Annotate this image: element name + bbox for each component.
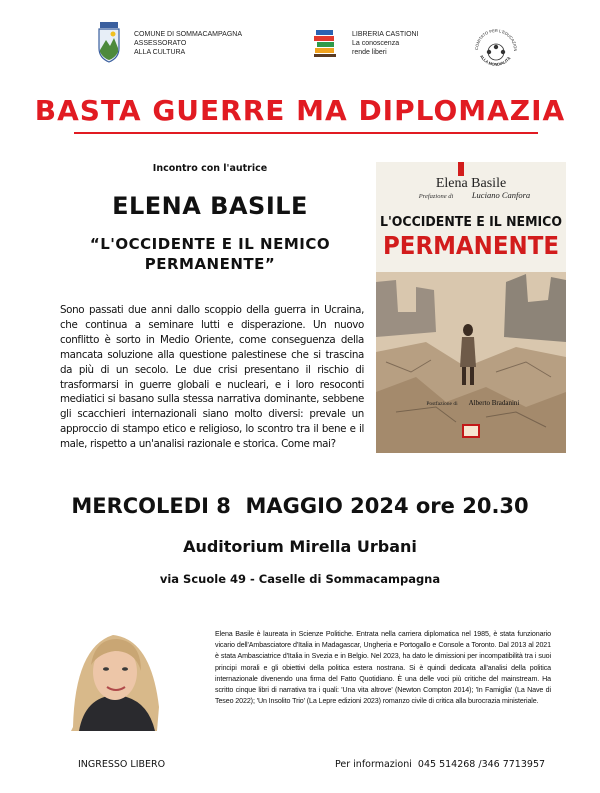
cover-postface-name: Alberto Bradanini xyxy=(468,399,520,407)
free-entry: INGRESSO LIBERO xyxy=(78,759,166,770)
event-date: MERCOLEDI 8 MAGGIO 2024 ore 20.30 xyxy=(71,494,529,518)
book-title-line1: “L'OCCIDENTE E IL NEMICO xyxy=(89,235,331,253)
cover-postface-label: Postfazione di xyxy=(426,401,458,407)
cover-title-line1: L'OCCIDENTE E IL NEMICO xyxy=(380,214,562,230)
comitato-bottom-text: ALLA MONDIALITÀ xyxy=(479,53,512,67)
intro-text: Incontro con l'autrice xyxy=(152,163,268,174)
main-title: BASTA GUERRE MA DIPLOMAZIA xyxy=(34,94,566,127)
cover-preface-label: Prefazione di xyxy=(418,193,454,200)
cover-title-line2: PERMANENTE xyxy=(383,231,559,260)
title-underline xyxy=(74,132,538,134)
author-bio: Elena Basile è laureata in Scienze Politiche. Entrata nella carriera diplomatica nel 1985, è stata funzionario vicario dell'Ambasciatore d'Italia in Madagascar, Ungheria e Portogallo e Console a Toronto. Dal 2013 al 2021 è stata Ambasciatrice d'Italia in Svezia e in Belgio. Nel 2023, ha dato le dimissioni per incompatibilità tra i suoi principi morali e gli obiettivi della politica estera nostrana. Si è quindi dedicata all'analisi della politica internazionale divenendo una firma del Fatto Quotidiano. È una delle voci più critiche del mainstream. Ha scritto cinque libri di narrativa tra i quali: 'Una vita altrove' (Newton Compton 2014); 'In Famiglia' (La Nave di Teseo 2022); 'Un Insolito Trio' (La Lepre edizioni 2023) romanzo civile di critica alla burocrazia ministeriale. xyxy=(215,630,551,706)
author-name: ELENA BASILE xyxy=(112,192,308,220)
cover-preface-name: Luciano Canfora xyxy=(471,190,531,200)
libreria-books-logo xyxy=(313,28,337,58)
comitato-logo xyxy=(470,22,522,74)
comitato-top-text: COMITATO PER L'EDUCAZION xyxy=(473,27,519,52)
contact-info: Per informazioni 045 514268 /346 7713957 xyxy=(335,759,546,770)
libreria-text: LIBRERIA CASTIONI La conoscenza rende liberi xyxy=(352,31,419,56)
book-title xyxy=(60,234,360,274)
event-description: Sono passati due anni dallo scoppio della guerra in Ucraina, che continua a seminare lutti e disperazione. Un nuovo conflitto è sorto in Medio Oriente, come conseguenza della mancata soluzione alla questione palestinese che si trascina da più di un secolo. Le due crisi presentano il rischio di trasformarsi in guerre globali e nucleari, e i loro resoconti mediatici si basano sulla stessa narrativa dominante, sebbene gli scacchieri internazionali siano molto diversi: prevale un approccio di stampo etico e religioso, lo scontro tra il bene e il male, rispetto a un'analisi razionale e storica. Come mai? xyxy=(60,304,364,451)
event-address: via Scuole 49 - Caselle di Sommacampagna xyxy=(159,572,441,586)
book-cover xyxy=(376,162,566,453)
comune-text: COMUNE DI SOMMACAMPAGNA ASSESSORATO ALLA CULTURA xyxy=(134,31,242,56)
cover-author: Elena Basile xyxy=(435,176,507,191)
event-venue: Auditorium Mirella Urbani xyxy=(183,537,417,556)
book-title-line2: PERMANENTE” xyxy=(144,255,276,273)
comune-crest xyxy=(97,22,121,64)
author-photo xyxy=(55,617,175,731)
